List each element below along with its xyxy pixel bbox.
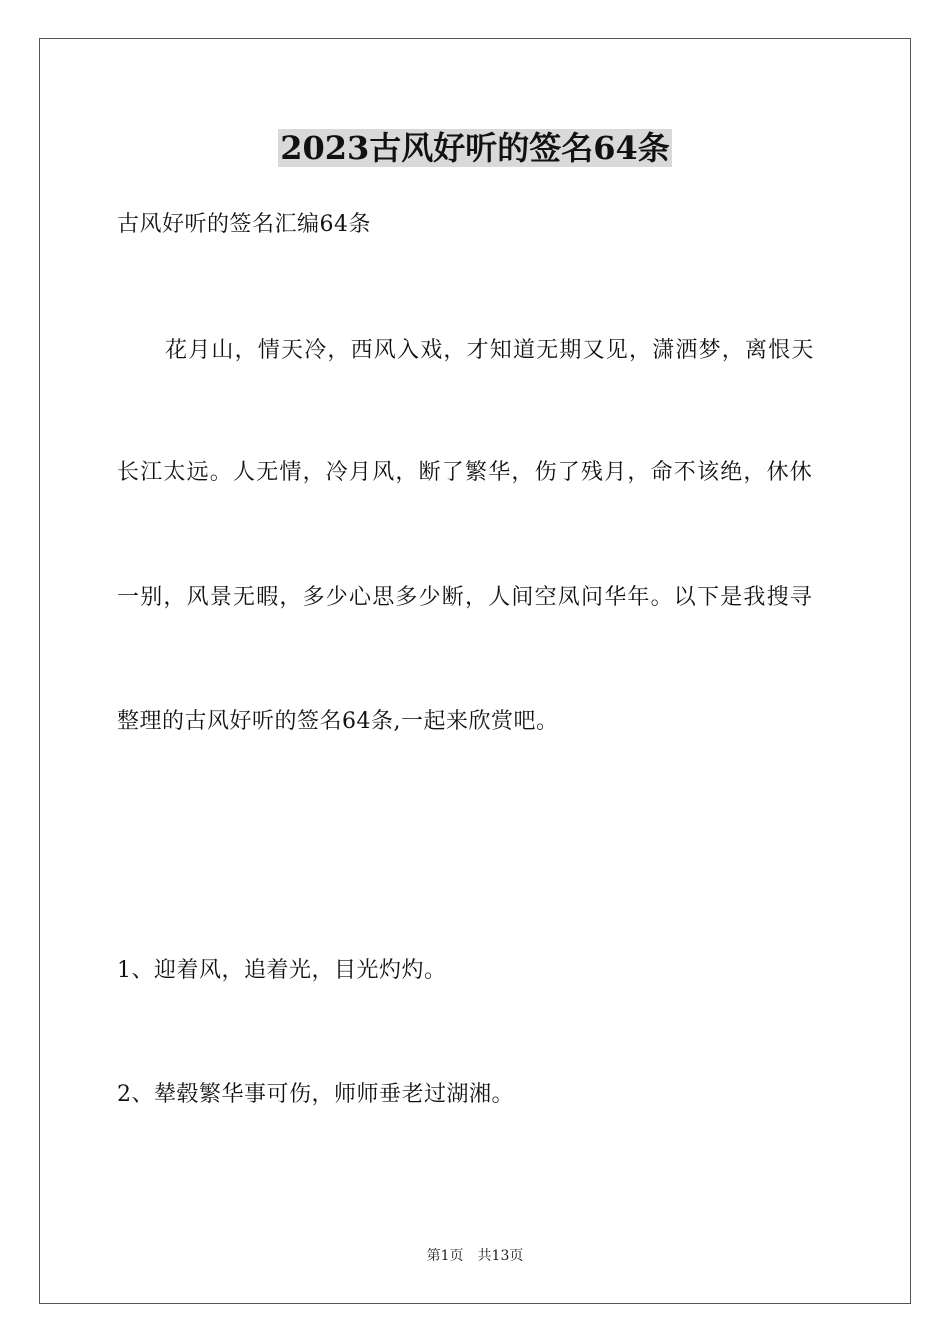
- page-total: 共13页: [477, 1248, 524, 1264]
- intro-line-2: 长江太远。人无情，冷月风，断了繁华，伤了残月，命不该绝，休休: [117, 460, 814, 485]
- document-subtitle: 古风好听的签名汇编64条: [117, 212, 371, 237]
- intro-line-4: 整理的古风好听的签名64条,一起来欣赏吧。: [117, 709, 559, 734]
- page-number: 第1页: [426, 1248, 464, 1264]
- intro-line-3: 一别，风景无暇，多少心思多少断，人间空凤问华年。以下是我搜寻: [117, 585, 814, 610]
- list-item-1: 1、迎着风，追着光，目光灼灼。: [117, 958, 447, 983]
- list-item-2: 2、辇毂繁华事可伤，师师垂老过湖湘。: [117, 1082, 514, 1107]
- page-footer: [0, 1246, 950, 1266]
- document-title-text: 2023古风好听的签名64条: [280, 129, 670, 167]
- intro-line-1: 花月山，情天冷，西风入戏，才知道无期又见，潇洒梦，离恨天: [165, 338, 815, 363]
- document-title: [0, 126, 950, 170]
